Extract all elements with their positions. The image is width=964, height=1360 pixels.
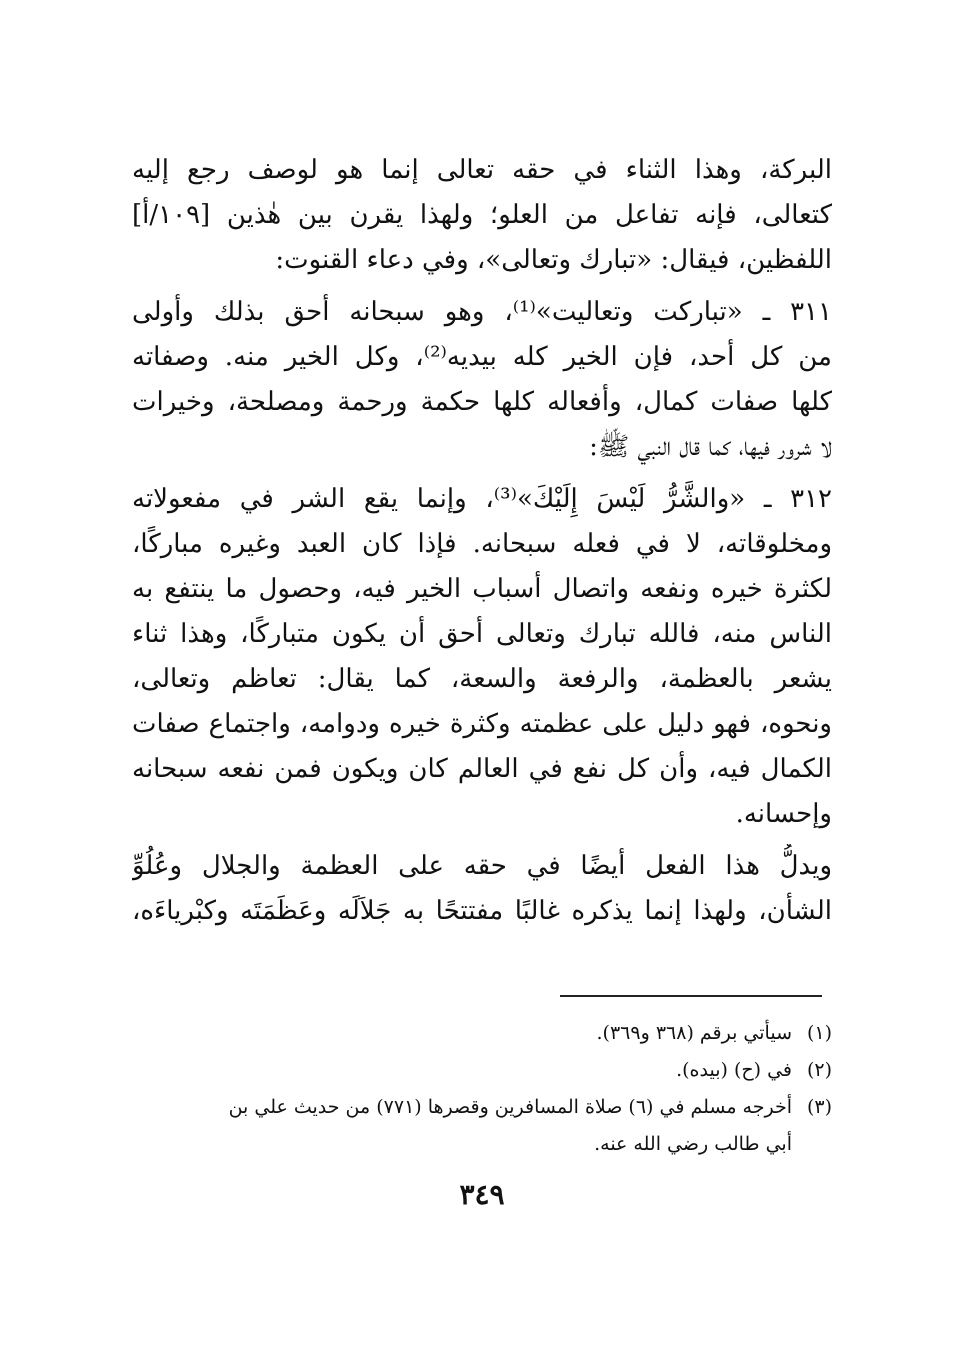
text-line: وإحسانه. (735, 799, 832, 829)
text-line: ٣١٢ ـ «والشَّرُّ لَيْسَ إِلَيْكَ»⁽³⁾، وإنما يقع الشر في مفعولاته (132, 484, 832, 514)
text-line: ٣١١ ـ «تباركت وتعاليت»⁽¹⁾، وهو سبحانه أحق بذلك وأولى (132, 297, 832, 327)
text-line: ونحوه، فهو دليل على عظمته وكثرة خيره ودوامه، واجتماع صفات (132, 709, 832, 739)
paragraph (132, 844, 832, 934)
paragraph (132, 148, 832, 283)
text-line: الكمال فيه، وأن كل نفع في العالم كان ويكون فمن نفعه سبحانه (132, 754, 832, 784)
footnote-number: (٣) (806, 1096, 832, 1118)
paragraph (132, 477, 832, 837)
footnote-1 (132, 1015, 832, 1052)
footnote-text: في (ح) (بيده). (676, 1059, 792, 1081)
text-line: كتعالى، فإنه تفاعل من العلو؛ ولهذا يقرن بين هٰذين [١٠٩/أ] (132, 200, 832, 230)
text-line: البركة، وهذا الثناء في حقه تعالى إنما هو لوصف رجع إليه (132, 155, 832, 185)
footnote-3 (132, 1089, 832, 1126)
text-line: من كل أحد، فإن الخير كله بيديه⁽²⁾، وكل الخير منه. وصفاته (132, 342, 832, 372)
text-line: كلها صفات كمال، وأفعاله كلها حكمة ورحمة ومصلحة، وخيرات (132, 387, 832, 417)
main-text (132, 148, 832, 934)
text-line: الناس منه، فالله تبارك وتعالى أحق أن يكون متباركًا، وهذا ثناء (132, 619, 832, 649)
footnote-text: أخرجه مسلم في (٦) صلاة المسافرين وقصرها (٧٧١) من حديث علي بن (228, 1096, 792, 1118)
text-line: ومخلوقاته، لا في فعله سبحانه. فإذا كان العبد وغيره مباركًا، (132, 529, 832, 559)
text-line: ويدلُّ هذا الفعل أيضًا في حقه على العظمة والجلال وعُلُوِّ (132, 851, 832, 881)
text-line: الشأن، ولهذا إنما يذكره غالبًا مفتتحًا به جَلاَلَه وعَظَمَتَه وكبْرياءَه، (132, 896, 832, 926)
footnote-text: سيأتي برقم (٣٦٨ و٣٦٩). (596, 1022, 792, 1044)
footnote-number: (٢) (806, 1059, 832, 1081)
text-line: يشعر بالعظمة، والرفعة والسعة، كما يقال: تعاظم وتعالى، (132, 664, 832, 694)
text-line: لا شرور فيها، كما قال النبي ﷺ: (589, 432, 832, 462)
footnote-number: (١) (806, 1022, 832, 1044)
footnotes (132, 1015, 832, 1163)
footnote-2 (132, 1052, 832, 1089)
paragraph (132, 290, 832, 470)
footnote-separator (560, 995, 822, 997)
page-number: ٣٤٩ (459, 1178, 505, 1211)
text-line: اللفظين، فيقال: «تبارك وتعالى»، وفي دعاء القنوت: (275, 245, 832, 275)
text-line: لكثرة خيره ونفعه واتصال أسباب الخير فيه، وحصول ما ينتفع به (132, 574, 832, 604)
footnote-continuation: أبي طالب رضي الله عنه. (594, 1133, 792, 1155)
